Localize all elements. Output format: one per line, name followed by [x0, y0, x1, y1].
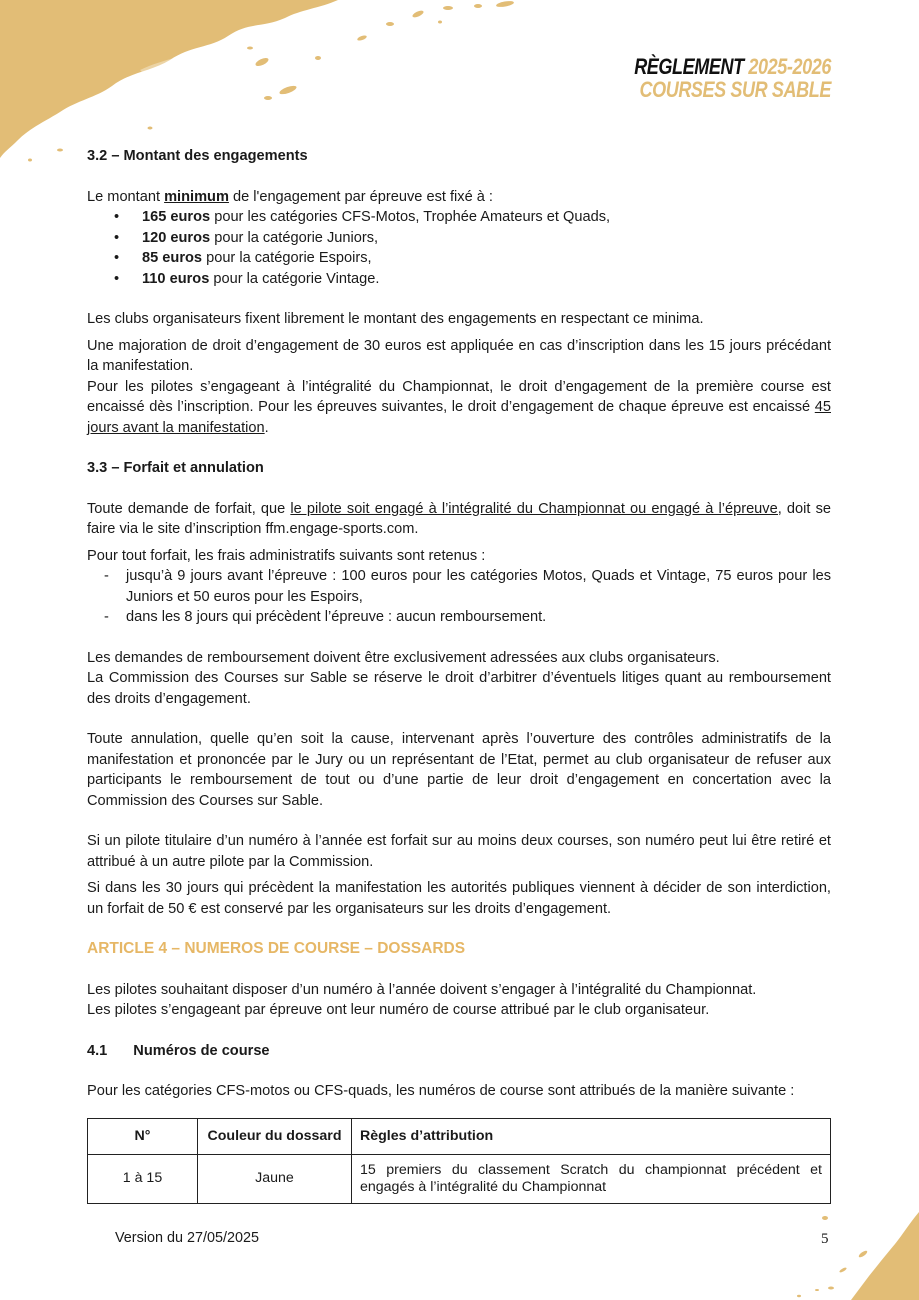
paragraph-text: Toute demande de forfait, que: [87, 500, 291, 517]
page-number: 5: [821, 1231, 829, 1247]
list-item: - dans les 8 jours qui précèdent l’épreuve : aucun remboursement.: [87, 607, 831, 628]
paragraph: Une majoration de droit d’engagement de 30 euros est appliquée en cas d’inscription dans les 15 jours précédant la manifestation.: [87, 337, 831, 374]
intro-text-start: Le montant: [87, 188, 165, 205]
list-item: [87, 269, 831, 290]
header-title-reglement: RÈGLEMENT: [634, 54, 744, 79]
table-cell: Jaune: [198, 1154, 352, 1203]
list-item: - jusqu’à 9 jours avant l’épreuve : 100 euros pour les catégories Motos, Quads et Vintage, 75 euros pour les Juniors et 50 euros pour les Espoirs,: [87, 566, 831, 607]
table-header-cell: Règles d’attribution: [352, 1118, 831, 1154]
paragraph: Pour les catégories CFS-motos ou CFS-quads, les numéros de course sont attribués de la manière suivante :: [87, 1083, 795, 1099]
sand-splash-top-decoration: [0, 0, 560, 170]
intro-minimum-emphasis: minimum: [164, 188, 229, 205]
article-4-title: ARTICLE 4 – NUMEROS DE COURSE – DOSSARDS: [87, 940, 466, 957]
fee-description: pour les catégories CFS-Motos, Trophée Amateurs et Quads,: [210, 209, 611, 225]
paragraph: La Commission des Courses sur Sable se réserve le droit d’arbitrer d’éventuels litiges quant au remboursement des droits d’engagement.: [87, 670, 831, 707]
fee-amount: 85 euros: [142, 250, 203, 266]
paragraph-text: Pour les pilotes s’engageant à l’intégralité du Championnat, le droit d’engagement de la première course est encaissé dès l’inscription. Pour les épreuves suivantes, le droit d’engagement de chaque épreuve est encaissé: [87, 378, 831, 415]
paragraph: [87, 377, 831, 439]
section-4-1-title: [87, 1041, 831, 1062]
table-header-cell: N°: [88, 1118, 198, 1154]
table-row: [88, 1154, 831, 1203]
document-header-title: [634, 55, 831, 101]
header-title-season: 2025-2026: [748, 54, 831, 79]
paragraph: [87, 499, 831, 540]
fee-list: [87, 207, 831, 289]
table-cell: 15 premiers du classement Scratch du championnat précédent et engagés à l’intégralité du Championnat: [352, 1154, 831, 1203]
fee-amount: 120 euros: [142, 229, 211, 246]
section-title-text: Numéros de course: [133, 1042, 270, 1059]
fee-description: pour la catégorie Juniors,: [210, 229, 379, 246]
paragraph: Les clubs organisateurs fixent librement le montant des engagements en respectant ce minima.: [87, 311, 704, 327]
footer-version: Version du 27/05/2025: [115, 1230, 260, 1246]
paragraph: Toute annulation, quelle qu’en soit la cause, intervenant après l’ouverture des contrôles administratifs de la manifestation et prononcée par le Jury ou un représentant de l’Etat, permet au club organisateur de refuser aux participants le remboursement de tout ou d’une partie de leur droit d’engagement en concertation avec la Commission des Courses sur Sable.: [87, 731, 831, 809]
section-3-2-intro: [87, 187, 831, 208]
paragraph: Les demandes de remboursement doivent être exclusivement adressées aux clubs organisateurs.: [87, 649, 720, 666]
paragraph-text: doit se faire via le site d’inscription ffm.engage-sports.com.: [87, 500, 831, 537]
section-number: 4.1: [87, 1042, 108, 1059]
header-title-subtitle: COURSES SUR SABLE: [639, 77, 831, 102]
fee-amount: 110 euros: [142, 270, 210, 287]
paragraph: Les pilotes souhaitant disposer d’un numéro à l’année doivent s’engager à l’intégralité du Championnat.: [87, 981, 757, 998]
forfeit-fees-list: [87, 566, 831, 628]
underlined-deadline: 45 jours avant la manifestation: [87, 399, 831, 436]
section-3-3-title: 3.3 – Forfait et annulation: [87, 460, 264, 476]
sand-splash-bottom-decoration: [759, 1210, 919, 1300]
intro-text-end: de l'engagement par épreuve est fixé à :: [228, 188, 493, 205]
underlined-text: le pilote soit engagé à l’intégralité du Championnat ou engagé à l’épreuve,: [290, 500, 782, 517]
document-body: [87, 146, 831, 1204]
table-cell: 1 à 15: [88, 1154, 198, 1203]
paragraph: Si un pilote titulaire d’un numéro à l’année est forfait sur au moins deux courses, son numéro peut lui être retiré et attribué à un autre pilote par la Commission.: [87, 833, 831, 870]
list-item: [87, 248, 831, 269]
paragraph: Pour tout forfait, les frais administratifs suivants sont retenus :: [87, 547, 486, 564]
section-3-2-title: 3.2 – Montant des engagements: [87, 148, 308, 164]
paragraph: Les pilotes s’engageant par épreuve ont leur numéro de course attribué par le club organisateur.: [87, 1002, 710, 1018]
list-item: [87, 207, 831, 228]
table-header-cell: Couleur du dossard: [198, 1118, 352, 1154]
paragraph: Si dans les 30 jours qui précèdent la manifestation les autorités publiques viennent à décider de son interdiction, un forfait de 50 € est conservé par les organisateurs sur les droits d’engagement.: [87, 880, 831, 917]
fee-amount: 165 euros: [142, 209, 211, 225]
fee-description: pour la catégorie Vintage.: [209, 270, 380, 287]
fee-description: pour la catégorie Espoirs,: [202, 250, 372, 266]
paragraph-text: .: [264, 419, 269, 436]
table-header-row: [88, 1118, 831, 1154]
race-number-table: [87, 1118, 831, 1204]
list-item: [87, 228, 831, 249]
